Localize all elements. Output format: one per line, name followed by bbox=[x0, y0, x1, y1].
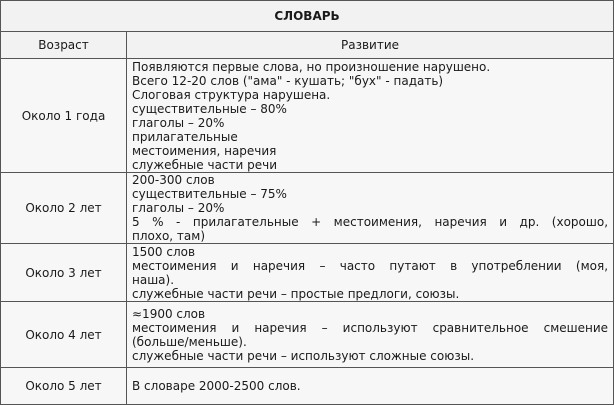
development-line: глаголы – 20% bbox=[132, 115, 225, 130]
development-line: существительные – 80% bbox=[132, 101, 287, 116]
age-cell: Около 1 года bbox=[1, 59, 127, 173]
development-line: ≈1900 слов bbox=[132, 306, 206, 321]
development-cell bbox=[127, 368, 614, 405]
table-row bbox=[1, 59, 614, 173]
development-cell bbox=[127, 59, 614, 173]
development-column-header: Развитие bbox=[127, 32, 614, 59]
development-line: 200-300 слов bbox=[132, 173, 215, 187]
age-cell: Около 5 лет bbox=[1, 368, 127, 405]
development-line: Появляются первые слова, но произношение нарушено. bbox=[132, 59, 491, 74]
development-line: существительные – 75% bbox=[132, 187, 287, 201]
table-row bbox=[1, 244, 614, 302]
development-line: служебные части речи – используют сложные союзы. bbox=[132, 348, 475, 363]
development-cell bbox=[127, 173, 614, 244]
development-line: 5 % - прилагательные + местоимения, наречия и др. (хорошо, bbox=[132, 215, 609, 229]
development-line: В словаре 2000-2500 слов. bbox=[132, 379, 301, 393]
table-row bbox=[1, 368, 614, 405]
age-cell: Около 4 лет bbox=[1, 302, 127, 368]
table-row bbox=[1, 173, 614, 244]
development-cell bbox=[127, 244, 614, 302]
age-column-header: Возраст bbox=[1, 32, 127, 59]
table-title: СЛОВАРЬ bbox=[1, 1, 614, 32]
development-line: 1500 слов bbox=[132, 244, 196, 259]
development-cell bbox=[127, 302, 614, 368]
development-line: наша). bbox=[132, 272, 175, 287]
title-row bbox=[1, 1, 614, 32]
development-line: служебные части речи bbox=[132, 157, 278, 172]
development-line: служебные части речи – простые предлоги, союзы. bbox=[132, 286, 460, 301]
development-line: глаголы – 20% bbox=[132, 201, 225, 215]
development-line: (больше/меньше). bbox=[132, 334, 247, 349]
header-row bbox=[1, 32, 614, 59]
development-line: местоимения и наречия – часто путают в употреблении (моя, bbox=[132, 258, 609, 273]
development-line: Слоговая структура нарушена. bbox=[132, 87, 331, 102]
development-line: местоимения и наречия – используют сравнительное смешение bbox=[132, 320, 609, 335]
development-line: Всего 12-20 слов ("ама" - кушать; "бух" - падать) bbox=[132, 73, 444, 88]
development-line: прилагательные bbox=[132, 129, 238, 144]
age-cell: Около 2 лет bbox=[1, 173, 127, 244]
age-cell: Около 3 лет bbox=[1, 244, 127, 302]
development-line: плохо, там) bbox=[132, 229, 206, 243]
development-line: местоимения, наречия bbox=[132, 143, 277, 158]
table-row bbox=[1, 302, 614, 368]
